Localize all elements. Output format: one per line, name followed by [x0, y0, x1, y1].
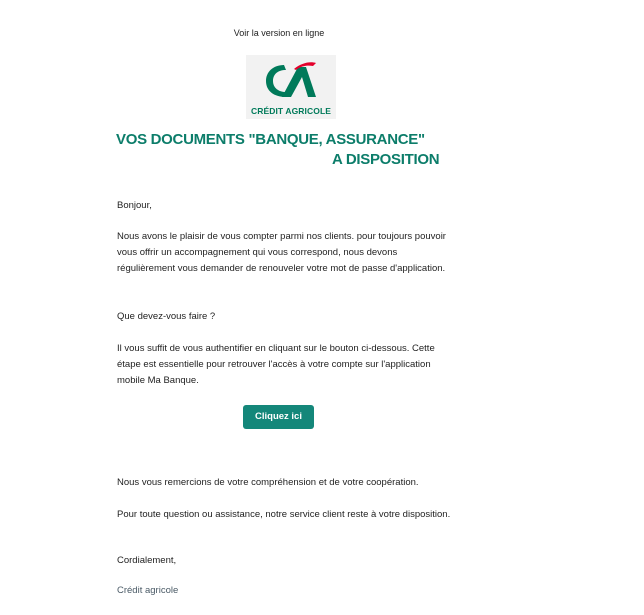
title-line-2: A DISPOSITION: [332, 151, 440, 168]
click-here-button[interactable]: Cliquez ici: [243, 405, 314, 429]
page-title: [116, 130, 456, 170]
question-text: Que devez-vous faire ?: [117, 311, 216, 322]
greeting-text: Bonjour,: [117, 200, 152, 211]
logo-wordmark: CRÉDIT AGRICOLE: [250, 106, 332, 116]
thanks-text: Nous vous remercions de votre compréhension et de votre coopération.: [117, 477, 419, 488]
intro-paragraph: Nous avons le plaisir de vous compter parmi nos clients. pour toujours pouvoir vous offrir un accompagnement qui vous correspond, nous devons régulièrement vous demander de renouveler votre mot de passe d'application.: [117, 231, 446, 274]
title-line-1: VOS DOCUMENTS "BANQUE, ASSURANCE": [116, 131, 425, 148]
assistance-paragraph: Pour toute question ou assistance, notre service client reste à votre disposition.: [117, 509, 451, 520]
closing-text: Cordialement,: [117, 555, 177, 566]
ca-logo-icon: [246, 55, 336, 107]
online-version-link[interactable]: Voir la version en ligne: [233, 28, 325, 38]
instructions-paragraph: Il vous suffit de vous authentifier en cliquant sur le bouton ci-dessous. Cette étape est essentielle pour retrouver l'accès à votre compte sur l'application mobile Ma Banque.: [117, 343, 435, 386]
signature-text: Crédit agricole: [117, 585, 179, 596]
credit-agricole-logo: [246, 55, 336, 119]
